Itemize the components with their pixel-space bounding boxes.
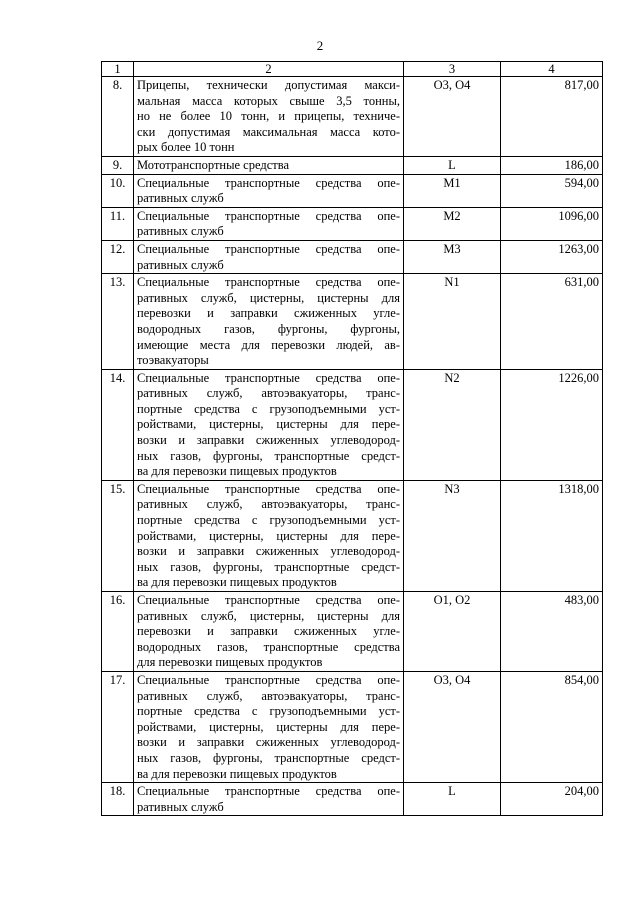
row-number: 10. — [102, 174, 134, 207]
row-value: 1318,00 — [501, 480, 603, 591]
row-category: M3 — [404, 240, 501, 273]
row-category: N3 — [404, 480, 501, 591]
description-line: ративных служб, цистерны, цистерны для — [137, 290, 400, 305]
row-description — [134, 783, 404, 816]
row-category: N2 — [404, 369, 501, 480]
table-row — [102, 480, 603, 591]
description-line: Специальные транспортные средства опе- — [137, 275, 400, 290]
row-description — [134, 592, 404, 672]
tariff-table — [101, 61, 603, 816]
description-line: ных газов, фургоны, транспортные средст- — [137, 448, 400, 463]
description-line: ративных служб, цистерны, цистерны для — [137, 608, 400, 623]
description-line: Специальные транспортные средства опе- — [137, 481, 400, 496]
row-number: 16. — [102, 592, 134, 672]
description-line: Специальные транспортные средства опе- — [137, 784, 400, 799]
header-col-3: 3 — [404, 62, 501, 77]
description-line: Специальные транспортные средства опе- — [137, 593, 400, 607]
table-row — [102, 592, 603, 672]
description-line: ва для перевозки пищевых продуктов — [137, 766, 337, 781]
table-row — [102, 671, 603, 782]
row-value: 631,00 — [501, 274, 603, 370]
row-value: 854,00 — [501, 671, 603, 782]
description-line: водородных газов, транспортные средства — [137, 639, 400, 654]
table-row — [102, 369, 603, 480]
row-description — [134, 480, 404, 591]
description-line: ных газов, фургоны, транспортные средст- — [137, 559, 400, 574]
row-description — [134, 671, 404, 782]
table-row — [102, 156, 603, 174]
description-line: ративных служб, автоэвакуаторы, транс- — [137, 497, 400, 512]
description-line: ративных служб — [137, 224, 224, 239]
row-description — [134, 207, 404, 240]
table-row — [102, 240, 603, 273]
description-line: портные средства с грузоподъемными уст- — [137, 401, 400, 416]
table-row — [102, 77, 603, 157]
description-line: ройствами, цистерны, цистерны для пере- — [137, 719, 400, 734]
description-line: Специальные транспортные средства опе- — [137, 672, 400, 687]
description-line: ройствами, цистерны, цистерны для пере- — [137, 417, 400, 432]
table-row — [102, 207, 603, 240]
page-number: 2 — [316, 38, 324, 53]
row-number: 13. — [102, 274, 134, 370]
description-line: Специальные транспортные средства опе- — [137, 208, 400, 223]
row-number: 15. — [102, 480, 134, 591]
description-line: портные средства с грузоподъемными уст- — [137, 704, 400, 719]
description-line: Специальные транспортные средства опе- — [137, 370, 400, 385]
row-value: 817,00 — [501, 77, 603, 157]
header-col-4: 4 — [501, 62, 603, 77]
description-line: возки и заправки сжиженных углеводород- — [137, 544, 400, 559]
description-line: ративных служб — [137, 799, 224, 814]
table-row — [102, 783, 603, 816]
description-line: ройствами, цистерны, цистерны для пере- — [137, 528, 400, 543]
row-description — [134, 240, 404, 273]
description-line: тоэвакуаторы — [137, 353, 209, 368]
row-value: 1263,00 — [501, 240, 603, 273]
description-line: перевозки и заправки сжиженных угле- — [137, 306, 400, 321]
description-line: мальная масса которых свыше 3,5 тонны, — [137, 93, 400, 108]
header-col-2: 2 — [134, 62, 404, 77]
table-row — [102, 174, 603, 207]
row-category: L — [404, 783, 501, 816]
row-number: 18. — [102, 783, 134, 816]
row-number: 11. — [102, 207, 134, 240]
row-description — [134, 156, 404, 174]
row-value: 594,00 — [501, 174, 603, 207]
row-category: N1 — [404, 274, 501, 370]
row-value: 483,00 — [501, 592, 603, 672]
description-line: для перевозки пищевых продуктов — [137, 655, 323, 670]
table-header-row — [102, 62, 603, 77]
description-line: рых более 10 тонн — [137, 140, 235, 155]
description-line: Специальные транспортные средства опе- — [137, 175, 400, 190]
description-line: возки и заправки сжиженных углеводород- — [137, 433, 400, 448]
description-line: ративных служб — [137, 257, 224, 272]
row-number: 9. — [102, 156, 134, 174]
row-category: О3, О4 — [404, 77, 501, 157]
row-description — [134, 369, 404, 480]
row-description — [134, 174, 404, 207]
row-number: 14. — [102, 369, 134, 480]
row-value: 204,00 — [501, 783, 603, 816]
description-line: Специальные транспортные средства опе- — [137, 241, 400, 256]
description-line: водородных газов, фургоны, фургоны, — [137, 321, 400, 336]
row-category: О3, О4 — [404, 671, 501, 782]
table-row — [102, 274, 603, 370]
description-line: Прицепы, технически допустимая макси- — [137, 78, 400, 92]
description-line: возки и заправки сжиженных углеводород- — [137, 735, 400, 750]
description-line: ных газов, фургоны, транспортные средст- — [137, 750, 400, 765]
description-line: имеющие места для перевозки людей, ав- — [137, 337, 400, 352]
row-category: L — [404, 156, 501, 174]
row-value: 1226,00 — [501, 369, 603, 480]
description-line: ва для перевозки пищевых продуктов — [137, 575, 337, 590]
row-number: 12. — [102, 240, 134, 273]
description-line: портные средства с грузоподъемными уст- — [137, 513, 400, 528]
description-line: но не более 10 тонн, и прицепы, техниче- — [137, 109, 400, 124]
row-value: 186,00 — [501, 156, 603, 174]
header-col-1: 1 — [102, 62, 134, 77]
row-description — [134, 77, 404, 157]
row-value: 1096,00 — [501, 207, 603, 240]
row-description — [134, 274, 404, 370]
description-line: ративных служб, автоэвакуаторы, транс- — [137, 386, 400, 401]
row-number: 8. — [102, 77, 134, 157]
row-category: О1, О2 — [404, 592, 501, 672]
row-number: 17. — [102, 671, 134, 782]
description-line: ративных служб — [137, 191, 224, 206]
description-line: ски допустимая максимальная масса кото- — [137, 124, 400, 139]
description-line: ва для перевозки пищевых продуктов — [137, 464, 337, 479]
row-category: M2 — [404, 207, 501, 240]
row-category: M1 — [404, 174, 501, 207]
description-line: ративных служб, автоэвакуаторы, транс- — [137, 688, 400, 703]
description-line: перевозки и заправки сжиженных угле- — [137, 624, 400, 639]
description-line: Мототранспортные средства — [137, 157, 290, 172]
